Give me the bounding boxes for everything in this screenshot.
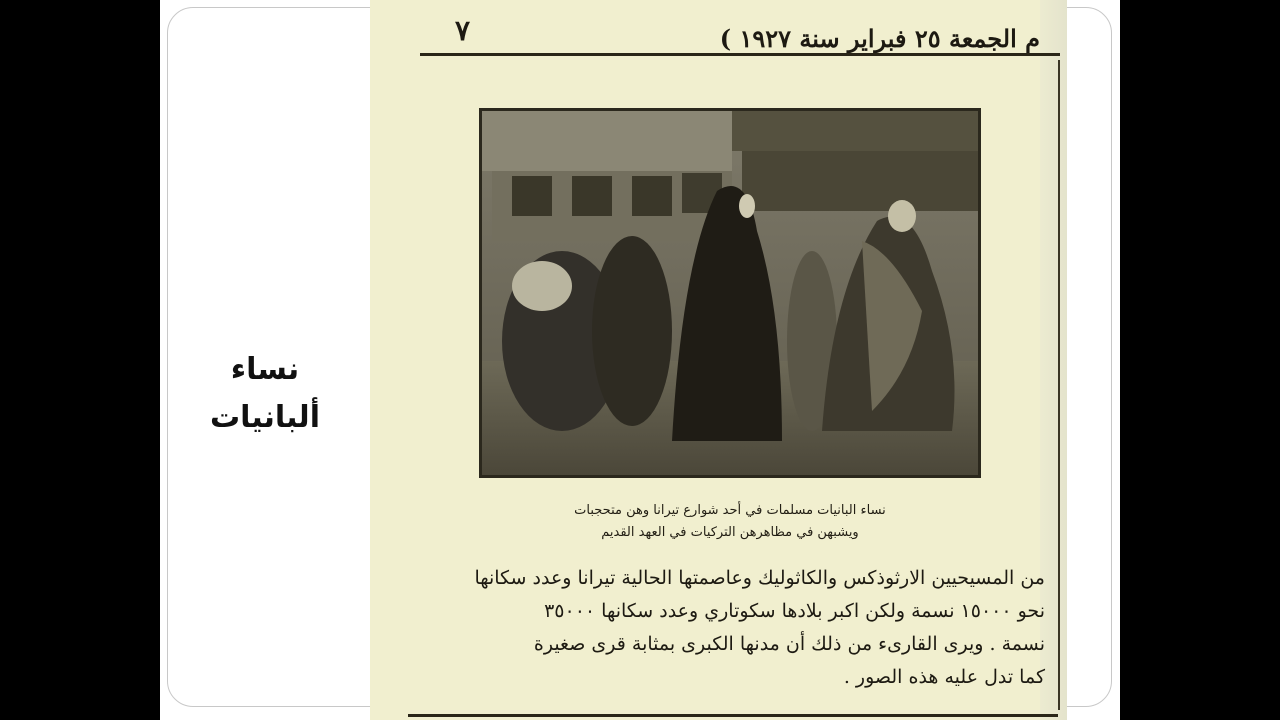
photo-caption-line2: ويشبهن في مظاهرهن التركيات في العهد القديم — [601, 525, 859, 540]
masthead-date: م الجمعة ٢٥ فبراير سنة ١٩٢٧ ) — [719, 24, 1040, 53]
newspaper-photo — [479, 108, 981, 478]
photo-caption-line1: نساء البانيات مسلمات في أحد شوارع تيرانا وهن متحجبات — [574, 503, 886, 518]
article-line: كما تدل عليه هذه الصور . — [843, 666, 1045, 688]
article-line: من المسيحيين الارثوذكس والكاثوليك وعاصمتها الحالية تيرانا وعدد سكانها — [474, 567, 1045, 589]
masthead — [420, 10, 1060, 54]
photo-caption — [490, 500, 970, 544]
article-line: نحو ١٥٠٠٠ نسمة ولكن اكبر بلادها سكوتاري وعدد سكانها ٣٥٠٠٠ — [544, 600, 1045, 622]
column-rule — [1058, 60, 1060, 710]
masthead-rule — [420, 53, 1060, 56]
page-number: ٧ — [455, 14, 471, 47]
slide-title — [190, 346, 340, 442]
bottom-rule — [408, 714, 1058, 717]
article-line: نسمة . ويرى القارىء من ذلك أن مدنها الكبرى بمثابة قرى صغيرة — [533, 633, 1045, 655]
article-body — [395, 562, 1045, 694]
photo-illustration — [482, 111, 978, 475]
slide-title-line1: نساء — [230, 352, 300, 387]
slide-title-line2: ألبانيات — [210, 400, 320, 435]
